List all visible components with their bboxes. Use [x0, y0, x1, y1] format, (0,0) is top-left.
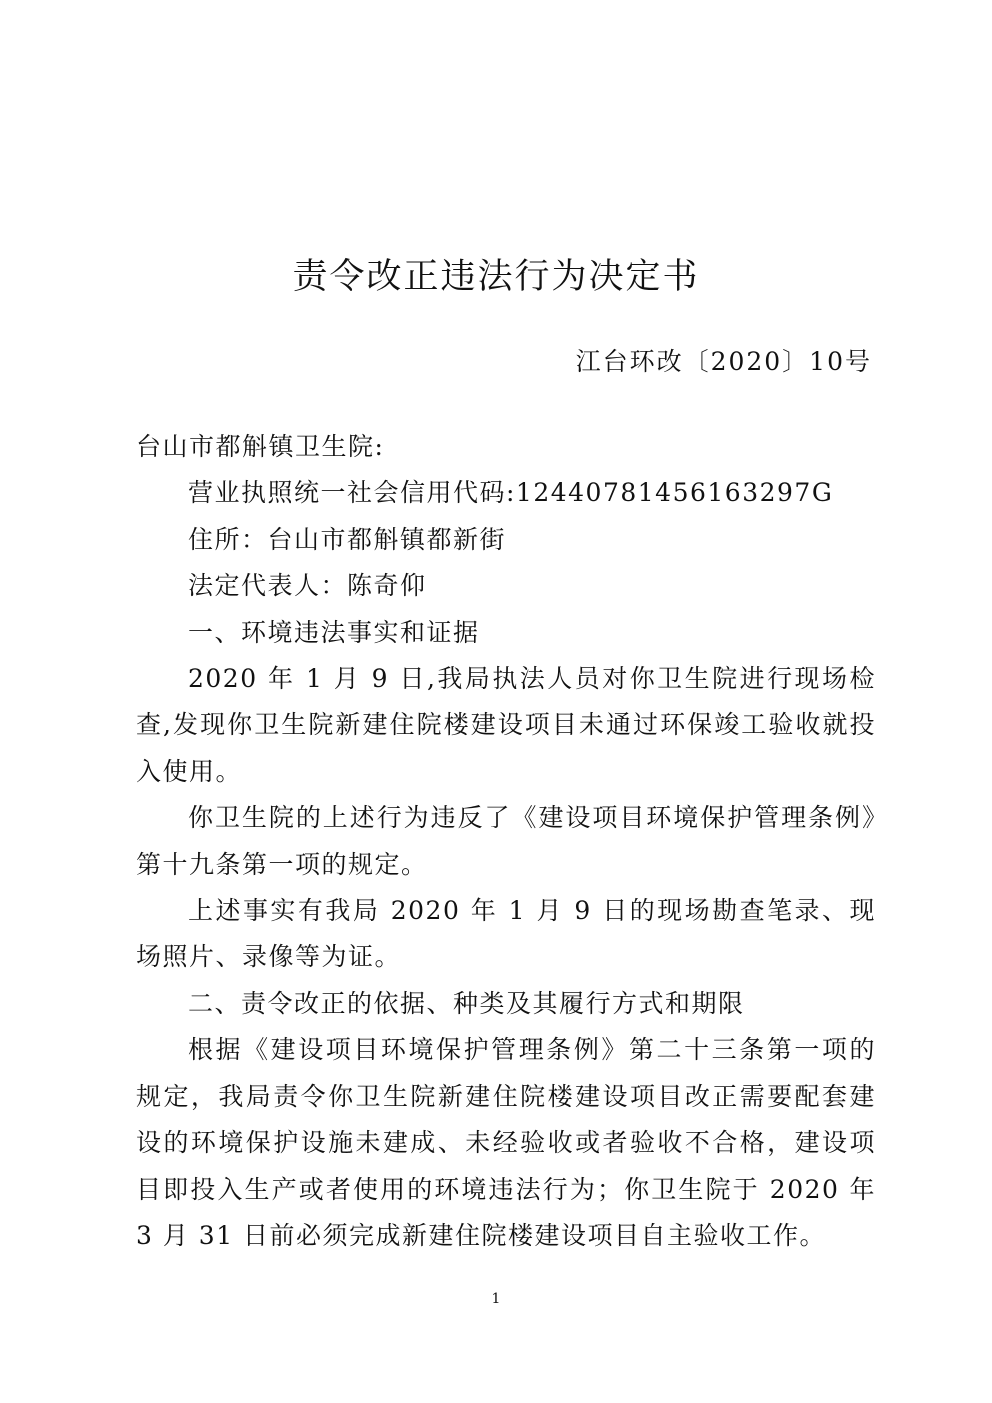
- paragraph-facts: 2020 年 1 月 9 日,我局执法人员对你卫生院进行现场检查,发现你卫生院新建住院楼建设项目未通过环保竣工验收就投入使用。: [136, 664, 876, 786]
- address-line: 住所：台山市都斛镇都新街: [188, 524, 507, 554]
- document-body: [136, 424, 876, 1259]
- document-number: 江台环改〔2020〕10号: [575, 347, 872, 376]
- page-number: 1: [491, 1291, 501, 1307]
- paragraph-basis: 根据《建设项目环境保护管理条例》第二十三条第一项的规定，我局责令你卫生院新建住院楼建设项目改正需要配套建设的环境保护设施未建成、未经验收或者验收不合格，建设项目即投入生产或者使用的环境违法行为；你卫生院于 2020 年 3 月 31 日前必须完成新建住院楼建设项目自主验收工作。: [136, 1035, 876, 1250]
- addressee: 台山市都斛镇卫生院:: [136, 432, 385, 461]
- section-heading-facts: 一、环境违法事实和证据: [188, 617, 480, 647]
- credit-code-line: 营业执照统一社会信用代码:12440781456163297G: [188, 478, 834, 508]
- legal-representative-line: 法定代表人：陈奇仰: [188, 571, 427, 601]
- paragraph-violation: 你卫生院的上述行为违反了《建设项目环境保护管理条例》第十九条第一项的规定。: [136, 803, 876, 879]
- paragraph-evidence: 上述事实有我局 2020 年 1 月 9 日的现场勘查笔录、现场照片、录像等为证。: [136, 896, 876, 972]
- section-heading-correction: 二、责令改正的依据、种类及其履行方式和期限: [188, 988, 745, 1018]
- document-title: 责令改正违法行为决定书: [292, 257, 700, 297]
